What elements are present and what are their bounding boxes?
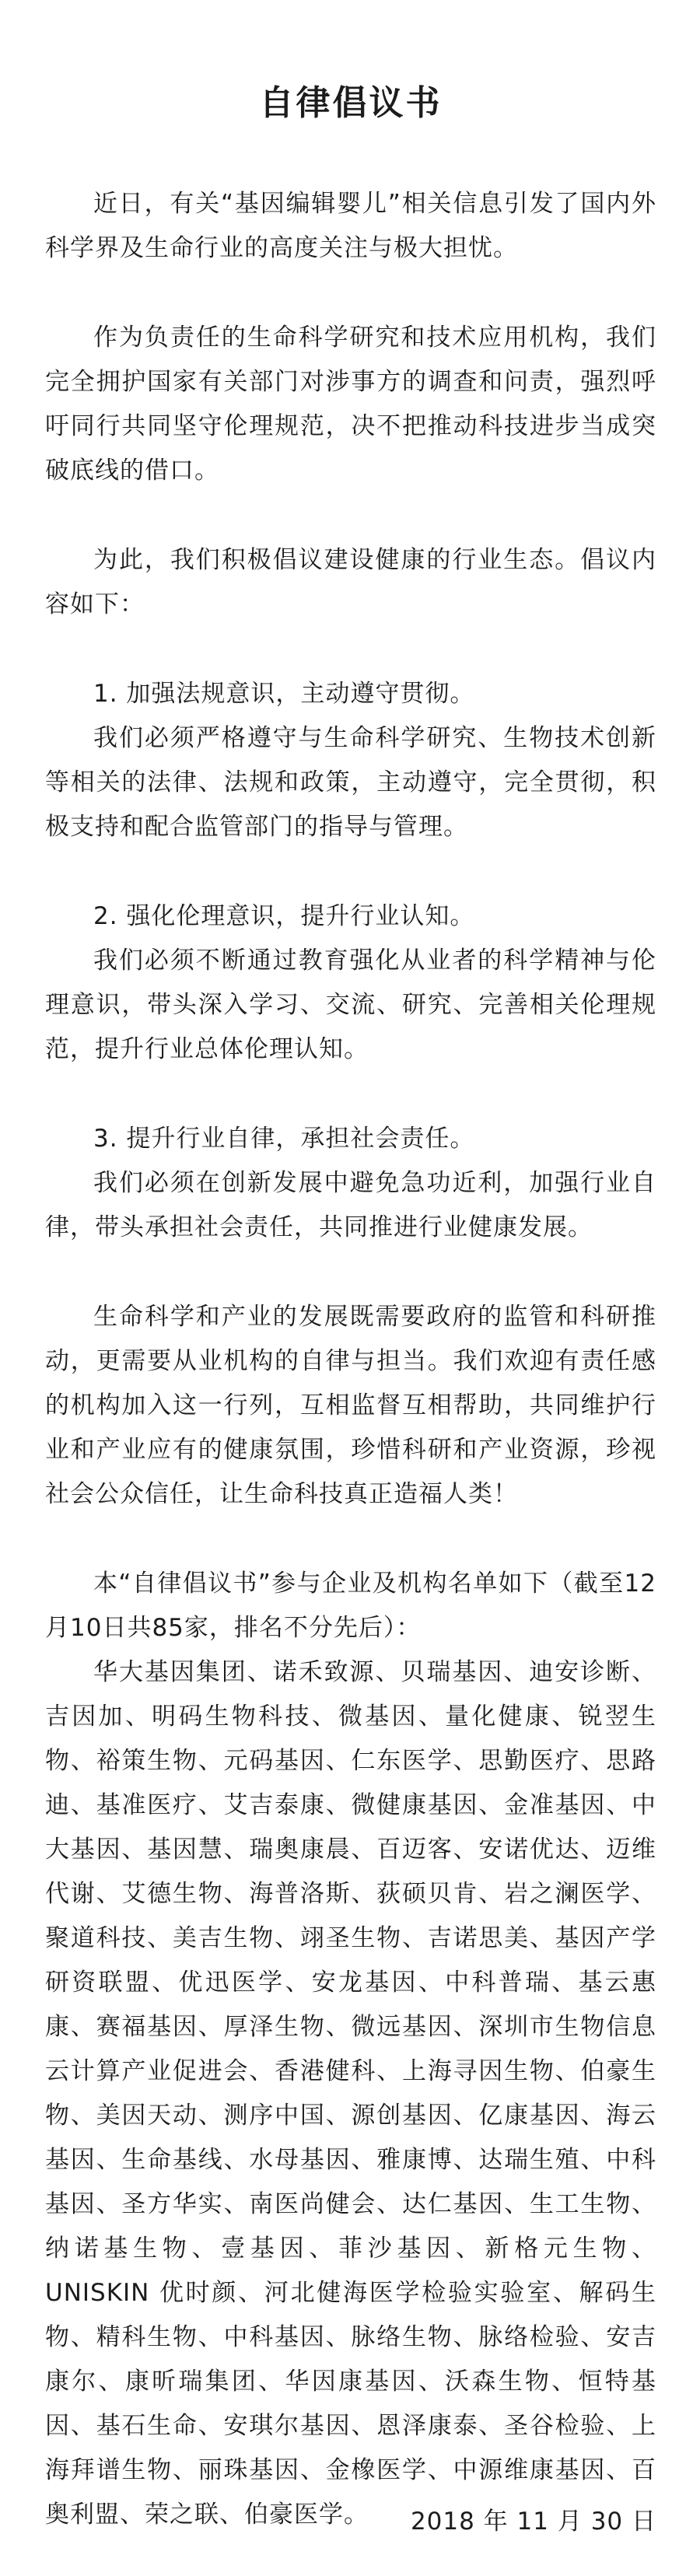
item-heading: 1. 加强法规意识，主动遵守贯彻。 (93, 680, 475, 708)
item-body: 我们必须在创新发展中避免急功近利，加强行业自律，带头承担社会责任，共同推进行业健康发展。 (45, 1169, 656, 1241)
item-heading: 3. 提升行业自律，承担社会责任。 (93, 1125, 475, 1153)
closing-paragraph: 生命科学和产业的发展既需要政府的监管和科研推动，更需要从业机构的自律与担当。我们欢迎有责任感的机构加入这一行列，互相监督互相帮助，共同维护行业和产业应有的健康氛围，珍惜科研和产业资源，珍视社会公众信任，让生命科技真正造福人类！ (45, 1303, 656, 1508)
initiative-item-2 (45, 894, 656, 1072)
participants-intro: 本“自律倡议书”参与企业及机构名单如下（截至12月10日共85家，排名不分先后）： (45, 1570, 656, 1642)
position-paragraph: 作为负责任的生命科学研究和技术应用机构，我们完全拥护国家有关部门对涉事方的调查和问责，强烈呼吁同行共同坚守伦理规范，决不把推动科技进步当成突破底线的借口。 (45, 324, 656, 485)
item-body: 我们必须严格遵守与生命科学研究、生物技术创新等相关的法律、法规和政策，主动遵守，完全贯彻，积极支持和配合监管部门的指导与管理。 (45, 724, 656, 841)
item-body: 我们必须不断通过教育强化从业者的科学精神与伦理意识，带头深入学习、交流、研究、完善相关伦理规范，提升行业总体伦理认知。 (45, 947, 656, 1063)
participant-list: 华大基因集团、诺禾致源、贝瑞基因、迪安诊断、吉因加、明码生物科技、微基因、量化健康、锐翌生物、裕策生物、元码基因、仁东医学、思勤医疗、思路迪、基准医疗、艾吉泰康、微健康基因、金准基因、中大基因、基因慧、瑞奥康晨、百迈客、安诺优达、迈维代谢、艾德生物、海普洛斯、荻硕贝肯、岩之澜医学、聚道科技、美吉生物、翊圣生物、吉诺思美、基因产学研资联盟、优迅医学、安龙基因、中科普瑞、基云惠康、赛福基因、厚泽生物、微远基因、深圳市生物信息云计算产业促进会、香港健科、上海寻因生物、伯豪生物、美因天动、测序中国、源创基因、亿康基因、海云基因、生命基线、水母基因、雅康博、达瑞生殖、中科基因、圣方华实、南医尚健会、达仁基因、生工生物、纳诺基生物、壹基因、菲沙基因、新格元生物、UNISKIN 优时颜、河北健海医学检验实验室、解码生物、精科生物、中科基因、脉络生物、脉络检验、安吉康尔、康昕瑞集团、华因康基因、沃森生物、恒特基因、基石生命、安琪尔基因、恩泽康泰、圣谷检验、上海拜谱生物、丽珠基因、金橡医学、中源维康基因、百奥利盟、荣之联、伯豪医学。 (45, 1658, 656, 2529)
initiative-paragraph: 为此，我们积极倡议建设健康的行业生态。倡议内容如下： (45, 546, 656, 618)
initiative-item-1 (45, 672, 656, 849)
initiative-item-3 (45, 1117, 656, 1250)
document-date: 2018 年 11 月 30 日 (410, 2508, 656, 2536)
document-title: 自律倡议书 (259, 83, 443, 123)
item-heading: 2. 强化伦理意识，提升行业认知。 (93, 902, 475, 930)
intro-paragraph: 近日，有关“基因编辑婴儿”相关信息引发了国内外科学界及生命行业的高度关注与极大担忧。 (45, 190, 656, 262)
